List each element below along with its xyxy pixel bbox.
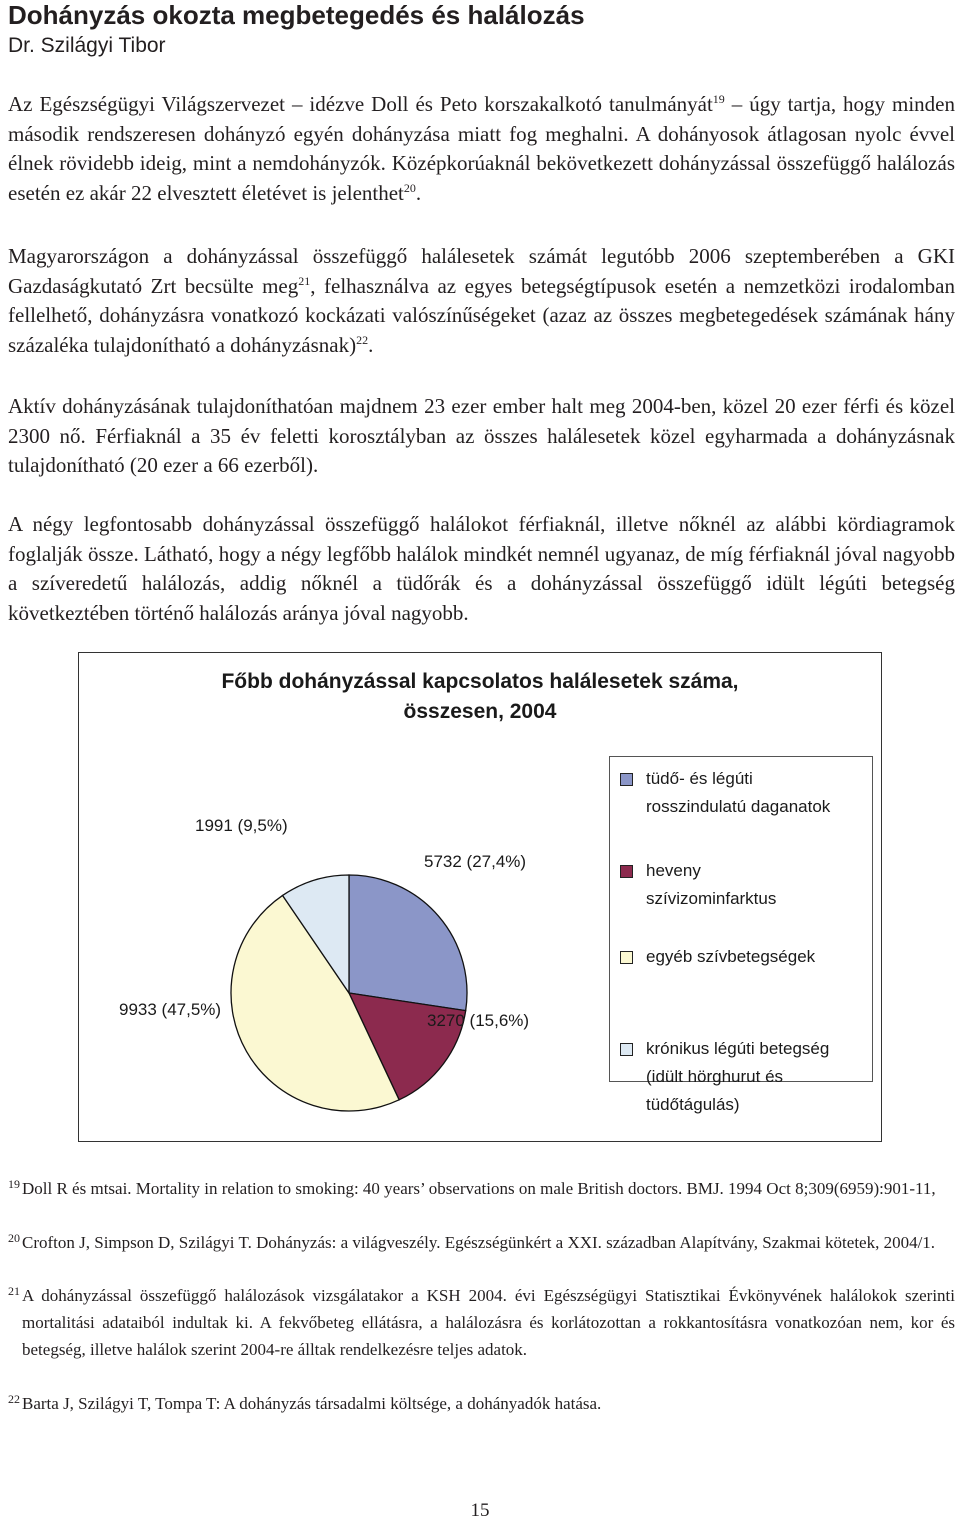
pie-slice	[349, 875, 467, 1011]
footnote-number: 20	[8, 1231, 20, 1245]
reference-mark: 21	[298, 273, 311, 288]
reference-mark: 20	[403, 180, 416, 195]
legend-swatch	[620, 773, 633, 786]
author-name: Dr. Szilágyi Tibor	[8, 34, 166, 57]
legend-swatch	[620, 865, 633, 878]
paragraph-intro	[8, 90, 955, 208]
footnote	[8, 1175, 955, 1202]
legend-swatch	[620, 951, 633, 964]
paragraph-text: , felhasználva az egyes betegségtípusok esetén a nemzetközi irodalomban fellelhető, dohányzásra vonatkozó kockázati valószínűségeket (azaz az összes megbetegedések számának hány százaléka tulajdonítható a dohányzásnak)	[8, 273, 956, 357]
footnote	[8, 1229, 955, 1256]
footnote	[8, 1390, 955, 1417]
paragraph-text: Magyarországon a dohányzással összefüggő halálesetek számát legutóbb 2006 szeptemberében a GKI Gazdaságkutató Zrt becsülte meg	[8, 244, 955, 298]
legend-label: egyéb szívbetegségek	[646, 947, 816, 966]
footnote-text: Crofton J, Simpson D, Szilágyi T. Dohányzás: a világveszély. Egészségünkért a XXI. században Alapítvány, Szakmai kötetek, 2004/1.	[22, 1233, 936, 1252]
footnote-text: Barta J, Szilágyi T, Tompa T: A dohányzás társadalmi költsége, a dohányadók hatása.	[22, 1394, 602, 1413]
pie-chart-figure	[78, 652, 882, 1142]
legend-label: heveny szívizominfarktus	[646, 861, 777, 908]
paragraph-text: – úgy tartja, hogy minden második rendszeresen dohányzó egyén dohányzása miatt fog meghalni. A dohányosok átlagosan nyolc évvel élnek rövidebb ideig, mint a nemdohányzók. Középkorúaknál bekövetkezett dohányzással összefüggő halálozás esetén ez akár 22 elvesztett életévet is jelenthet	[8, 92, 955, 205]
footnote-number: 19	[8, 1177, 20, 1191]
pie-data-label: 1991 (9,5%)	[195, 816, 288, 835]
reference-mark: 22	[356, 332, 369, 347]
pie-data-label: 3270 (15,6%)	[427, 1011, 530, 1030]
pie-data-label: 5732 (27,4%)	[424, 852, 527, 871]
chart-legend	[609, 756, 873, 1114]
footnote-number: 22	[8, 1392, 20, 1406]
chart-title-line: összesen, 2004	[403, 700, 557, 723]
article-title: Dohányzás okozta megbetegedés és halálozás	[8, 0, 585, 30]
pie-data-label: 9933 (47,5%)	[119, 1000, 222, 1019]
chart-title-line: Főbb dohányzással kapcsolatos halálesetek száma,	[221, 670, 739, 693]
footnote-number: 21	[8, 1284, 20, 1298]
footnote-text: A dohányzással összefüggő halálozások vizsgálatakor a KSH 2004. évi Egészségügyi Statisztikai Évkönyvének halálokok szerinti mortalitási adataiból indultak ki. A fekvőbeteg ellátásra, a halálozásra és korlátozottan a rokkantosításra vonatkozóan nem, kor és betegség, illetve halálok szerint 2004-re álltak rendelkezésre teljes adatok.	[22, 1286, 955, 1359]
legend-swatch	[620, 1043, 633, 1056]
legend-label: tüdő- és légúti rosszindulatú daganatok	[646, 769, 831, 816]
page-number: 15	[470, 1500, 490, 1521]
reference-mark: 19	[712, 92, 725, 106]
pie-chart	[79, 653, 609, 1141]
legend-label: krónikus légúti betegség (idült hörghurut és tüdőtágulás)	[646, 1039, 830, 1114]
paragraph-hungary	[8, 242, 955, 360]
footnote-text: Doll R és mtsai. Mortality in relation to smoking: 40 years’ observations on male British doctors. BMJ. 1994 Oct 8;309(6959):901-11,	[22, 1179, 936, 1198]
paragraph-text: .	[415, 180, 422, 205]
paragraph-active-smoking: Aktív dohányzásának tulajdoníthatóan majdnem 23 ezer ember halt meg 2004-ben, közel 20 ezer férfi és közel 2300 nő. Férfiaknál a 35 év feletti korosztályban az összes halálesetek közel egyharmada a dohányzásnak tulajdonítható (20 ezer a 66 ezerből).	[8, 394, 955, 477]
paragraph-pie-intro: A négy legfontosabb dohányzással összefüggő halálokot férfiaknál, illetve nőknél az alábbi kördiagramok foglalják össze. Látható, hogy a négy legfőbb halálok mindkét nemnél ugyanaz, de míg férfiaknál jóval nagyobb a szíveredetű halálozás, addig nőknél a tüdőrák és a dohányzással összefüggő idült légúti betegség következtében történő halálozás aránya jóval nagyobb.	[8, 512, 955, 625]
paragraph-text: Az Egészségügyi Világszervezet – idézve Doll és Peto korszakalkotó tanulmányát	[8, 92, 713, 116]
paragraph-text: .	[368, 332, 374, 357]
footnote	[8, 1282, 955, 1363]
